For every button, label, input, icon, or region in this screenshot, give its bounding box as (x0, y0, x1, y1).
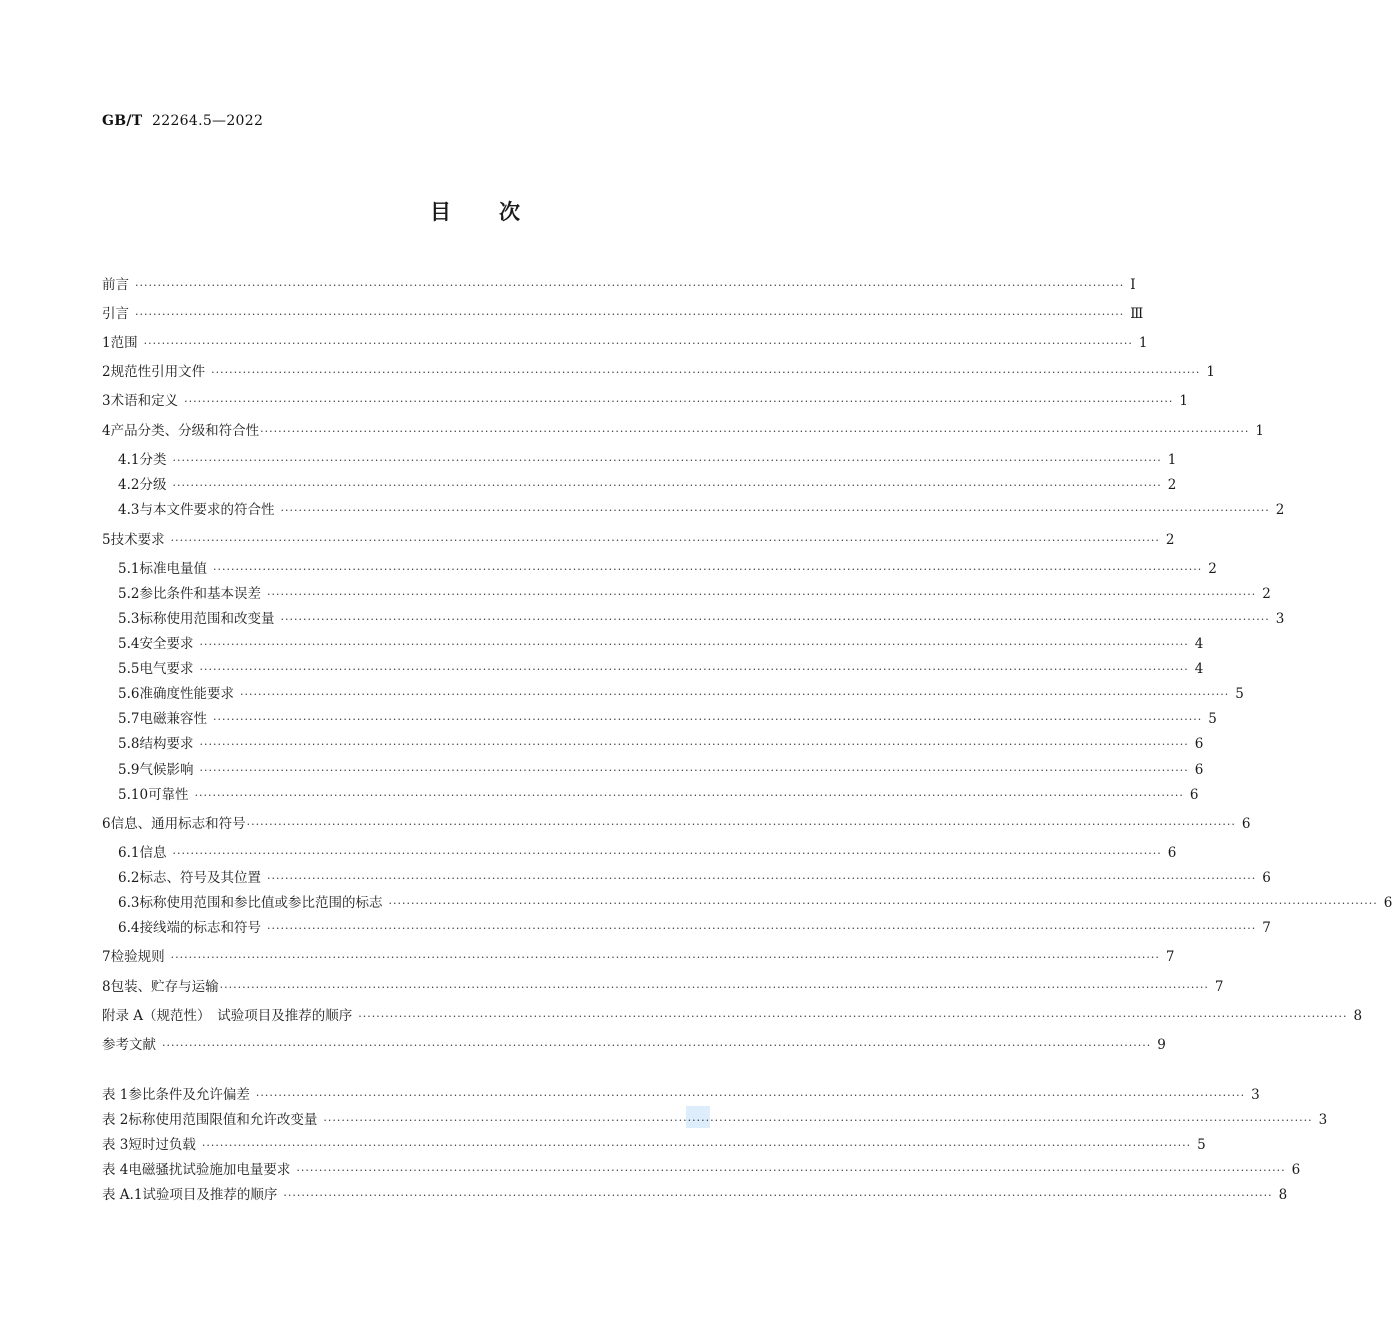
page-number: 6 (1241, 816, 1251, 832)
entry-number: 5.6 (118, 686, 140, 702)
page-number: 1 (1206, 364, 1215, 380)
entry-number: 5.2 (118, 586, 140, 602)
entry-label: 准确度性能要求 (139, 686, 234, 702)
toc-entry[interactable] (118, 500, 1285, 520)
dot-leader: ···························································································································································································································· (255, 1089, 1246, 1102)
page-number: 1 (1179, 393, 1188, 409)
page-number: 2 (1275, 502, 1285, 518)
entry-number: 2 (102, 364, 111, 380)
entry-number: 5.8 (118, 736, 140, 752)
dot-leader: ···························································································································································································································· (323, 1114, 1313, 1127)
table-list-entry[interactable] (102, 1085, 1260, 1105)
entry-label: 包装、贮存与运输 (110, 979, 219, 995)
toc-entry[interactable] (118, 918, 1271, 938)
page-number: 6 (1189, 787, 1199, 803)
entry-label: 术语和定义 (110, 393, 179, 409)
dot-leader: ···························································································································································································································· (199, 638, 1189, 651)
dot-leader: ···························································································································································································································· (199, 738, 1189, 751)
dot-leader: ···························································································································································································································· (135, 279, 1125, 292)
entry-number: 6.3 (118, 895, 140, 911)
table-list-entry[interactable] (102, 1160, 1301, 1180)
dot-leader: ···························································································································································································································· (170, 534, 1160, 547)
entry-number: 3 (102, 393, 111, 409)
entry-number: 6 (102, 816, 111, 832)
dot-leader: ···························································································································································································································· (194, 789, 1184, 802)
dot-leader: ···························································································································································································································· (199, 663, 1189, 676)
page-number: 4 (1194, 636, 1204, 652)
dot-leader: ···························································································································································································································· (212, 713, 1203, 726)
toc-entry[interactable] (118, 634, 1204, 654)
entry-number: 表 4 (102, 1162, 129, 1178)
dot-leader: ···························································································································································································································· (143, 337, 1133, 350)
page-number: 6 (1383, 895, 1392, 911)
dot-leader: ···························································································································································································································· (246, 818, 1236, 831)
toc-entry[interactable] (102, 333, 1148, 353)
entry-label: 技术要求 (110, 532, 165, 548)
entry-number: 5.7 (118, 711, 140, 727)
dot-leader: ···························································································································································································································· (211, 366, 1201, 379)
entry-number: 表 1 (102, 1087, 129, 1103)
dot-leader: ···························································································································································································································· (266, 922, 1257, 935)
dot-leader: ···························································································································································································································· (172, 479, 1162, 492)
toc-entry[interactable] (102, 391, 1188, 411)
page-number: 2 (1165, 532, 1175, 548)
page-number: 7 (1214, 979, 1224, 995)
dot-leader: ···························································································································································································································· (201, 1139, 1192, 1152)
dot-leader: ···························································································································································································································· (266, 588, 1257, 601)
entry-label: 分类 (139, 452, 167, 468)
entry-label: 范围 (110, 335, 138, 351)
page-number: 1 (1167, 452, 1177, 468)
dot-leader: ···························································································································································································································· (239, 688, 1230, 701)
toc-entry[interactable] (118, 659, 1204, 679)
entry-label: 标称使用范围限值和允许改变量 (128, 1112, 318, 1128)
page-number: 6 (1291, 1162, 1301, 1178)
toc-entry[interactable] (102, 1035, 1166, 1055)
dot-leader: ···························································································································································································································· (170, 951, 1160, 964)
entry-label: （规范性） 试验项目及推荐的顺序 (143, 1008, 353, 1024)
toc-entry[interactable] (118, 609, 1285, 629)
toc-entry[interactable] (118, 584, 1271, 604)
page-number: 3 (1251, 1087, 1260, 1103)
page-number: 6 (1167, 845, 1177, 861)
entry-number: 6.1 (118, 845, 140, 861)
page-number: 8 (1353, 1008, 1363, 1024)
toc-entry[interactable] (102, 304, 1144, 324)
entry-label: 检验规则 (110, 949, 165, 965)
dot-leader: ···························································································································································································································· (135, 308, 1125, 321)
entry-number: 表 A.1 (102, 1187, 143, 1203)
page-number: 6 (1262, 870, 1271, 886)
entry-label: 规范性引用文件 (110, 364, 206, 380)
page-number: 7 (1262, 920, 1271, 936)
entry-number: 4.2 (118, 477, 140, 493)
entry-number: 8 (102, 979, 111, 995)
entry-number: 5.10 (118, 787, 149, 803)
entry-number: 表 2 (102, 1112, 129, 1128)
toc-entry[interactable] (118, 734, 1204, 754)
entry-number: 4 (102, 423, 111, 439)
entry-label: 引言 (102, 306, 129, 322)
entry-number: 表 3 (102, 1137, 129, 1153)
page-number: 1 (1138, 335, 1148, 351)
dot-leader: ···························································································································································································································· (219, 981, 1209, 994)
page-number: 9 (1157, 1037, 1166, 1053)
dot-leader: ···························································································································································································································· (162, 1039, 1152, 1052)
page-number: 6 (1194, 736, 1204, 752)
toc-entry[interactable] (118, 868, 1271, 888)
entry-label: 可靠性 (148, 787, 189, 803)
entry-label: 信息、通用标志和符号 (110, 816, 246, 832)
table-list-entry[interactable] (102, 1135, 1206, 1155)
toc-entry[interactable] (102, 1006, 1363, 1026)
entry-number: 5.4 (118, 636, 140, 652)
toc-entry[interactable] (102, 947, 1175, 967)
standard-code: GB/T (102, 113, 143, 129)
toc-entry[interactable] (118, 684, 1244, 704)
page-title: 目次 (430, 199, 568, 224)
entry-label: 标志、符号及其位置 (139, 870, 261, 886)
toc-entry[interactable] (102, 530, 1175, 550)
page-number: 7 (1165, 949, 1175, 965)
toc-entry[interactable] (118, 893, 1392, 913)
page-number: 8 (1278, 1187, 1288, 1203)
entry-label: 分级 (139, 477, 167, 493)
dot-leader: ···························································································································································································································· (172, 847, 1162, 860)
entry-label: 电气要求 (139, 661, 194, 677)
toc-entry[interactable] (118, 843, 1177, 863)
toc-entry[interactable] (102, 421, 1264, 441)
entry-label: 参比条件和基本误差 (139, 586, 261, 602)
page-number: 1 (1255, 423, 1264, 439)
toc-entry[interactable] (102, 977, 1224, 997)
entry-label: 电磁兼容性 (139, 711, 207, 727)
entry-label: 参考文献 (102, 1037, 156, 1053)
entry-label: 气候影响 (139, 762, 194, 778)
entry-number: 5.1 (118, 561, 140, 577)
entry-label: 产品分类、分级和符合性 (110, 423, 260, 439)
page-number: 3 (1275, 611, 1285, 627)
entry-label: 信息 (139, 845, 167, 861)
table-list-entry[interactable] (102, 1110, 1328, 1130)
toc-entry[interactable] (118, 785, 1199, 805)
entry-number: 5.5 (118, 661, 140, 677)
page-number: 2 (1262, 586, 1271, 602)
page-number: 4 (1194, 661, 1204, 677)
entry-number: 4.1 (118, 452, 140, 468)
page-number: 5 (1235, 686, 1244, 702)
entry-label: 前言 (102, 277, 129, 293)
dot-leader: ···························································································································································································································· (212, 563, 1203, 576)
entry-number: 6.2 (118, 870, 140, 886)
entry-number: 7 (102, 949, 111, 965)
page-number: 5 (1208, 711, 1217, 727)
entry-number: 5.9 (118, 762, 140, 778)
toc-entry[interactable] (118, 475, 1177, 495)
dot-leader: ···························································································································································································································· (283, 1189, 1273, 1202)
entry-number: 5 (102, 532, 111, 548)
toc-entry[interactable] (118, 760, 1204, 780)
entry-number: 4.3 (118, 502, 140, 518)
entry-label: 试验项目及推荐的顺序 (142, 1187, 278, 1203)
entry-label: 短时过负载 (128, 1137, 196, 1153)
entry-label: 电磁骚扰试验施加电量要求 (128, 1162, 291, 1178)
dot-leader: ···························································································································································································································· (260, 425, 1250, 438)
page-number: 5 (1197, 1137, 1206, 1153)
entry-label: 标准电量值 (139, 561, 207, 577)
entry-label: 与本文件要求的符合性 (139, 502, 275, 518)
toc-entry[interactable] (118, 559, 1217, 579)
entry-label: 结构要求 (139, 736, 194, 752)
entry-number: 5.3 (118, 611, 140, 627)
entry-label: 参比条件及允许偏差 (128, 1087, 250, 1103)
page-number: Ⅰ (1130, 277, 1136, 293)
dot-leader: ···························································································································································································································· (199, 764, 1189, 777)
toc-entry[interactable] (102, 814, 1251, 834)
toc-entry[interactable] (118, 709, 1217, 729)
toc-entry[interactable] (102, 362, 1215, 382)
dot-leader: ···························································································································································································································· (184, 395, 1174, 408)
entry-number: 1 (102, 335, 111, 351)
toc-entry[interactable] (118, 450, 1177, 470)
page-number: Ⅲ (1130, 306, 1144, 322)
toc-entry[interactable] (102, 275, 1136, 295)
dot-leader: ···························································································································································································································· (172, 454, 1162, 467)
dot-leader: ···························································································································································································································· (280, 613, 1270, 626)
entry-label: 安全要求 (139, 636, 194, 652)
entry-number: 附录 A (102, 1008, 144, 1024)
dot-leader: ···························································································································································································································· (266, 872, 1257, 885)
dot-leader: ···························································································································································································································· (296, 1164, 1286, 1177)
page-number: 2 (1208, 561, 1217, 577)
table-list-entry[interactable] (102, 1185, 1288, 1205)
dot-leader: ···························································································································································································································· (388, 897, 1378, 910)
entry-number: 6.4 (118, 920, 140, 936)
page-number: 3 (1318, 1112, 1328, 1128)
entry-label: 标称使用范围和改变量 (139, 611, 275, 627)
dot-leader: ···························································································································································································································· (358, 1010, 1348, 1023)
dot-leader: ···························································································································································································································· (280, 504, 1270, 517)
entry-label: 接线端的标志和符号 (139, 920, 261, 936)
page-number: 2 (1167, 477, 1177, 493)
page-number: 6 (1194, 762, 1204, 778)
standard-number: 22264.5—2022 (152, 113, 264, 129)
entry-label: 标称使用范围和参比值或参比范围的标志 (139, 895, 383, 911)
